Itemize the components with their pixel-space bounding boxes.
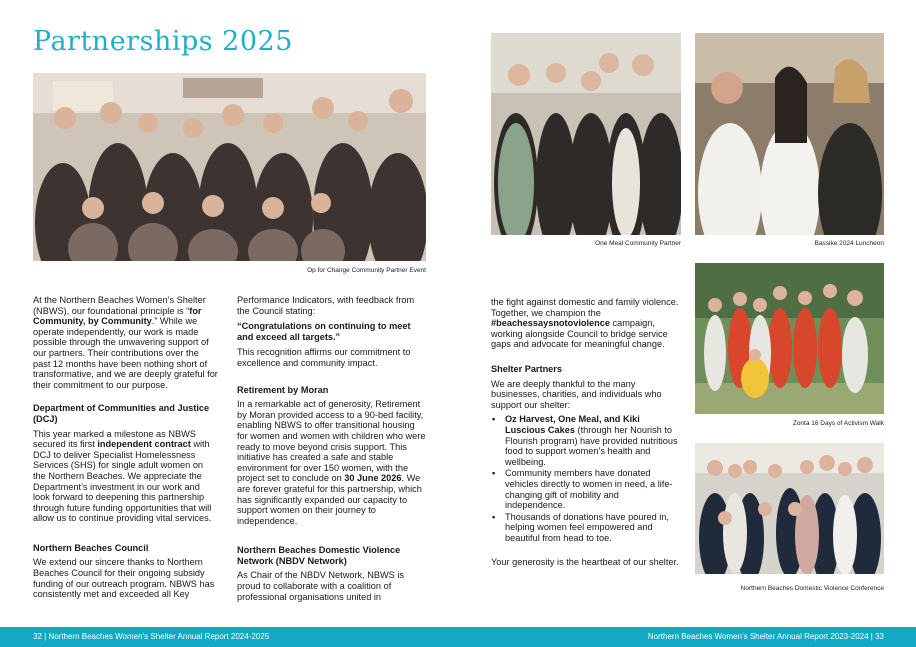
group-photo-op-for-change bbox=[33, 73, 426, 261]
shelter-partners-list bbox=[491, 414, 681, 543]
group-photo-nbdv-conference bbox=[695, 443, 884, 574]
recognition-paragraph: This recognition affirms our commitment to excellence and community impact. bbox=[237, 347, 411, 368]
text-column-1 bbox=[33, 295, 218, 610]
moran-heading: Retirement by Moran bbox=[237, 384, 329, 395]
kpi-paragraph: Performance Indicators, with feedback from the Council stating: bbox=[237, 295, 415, 316]
list-item: • Thousands of donations have poured in, helping women feel empowered and beautiful from head to toe. bbox=[491, 512, 681, 544]
shelter-intro-paragraph: We are deeply thankful to the many businesses, charities, and individuals who support our shelter: bbox=[491, 378, 662, 410]
intro-paragraph: At the Northern Beaches Women’s Shelter (NBWS), our foundational principle is “for Community, by Community.” While we operate independently, our work is made possible through the unwavering support of our partners. Their contributions over the past 12 months have been nothing short of transformative, and we are deeply grateful for their commitment to our purpose. bbox=[33, 295, 218, 390]
nbdv-paragraph: As Chair of the NBDV Network, NBWS is proud to collaborate with a coalition of professional organisations united in bbox=[237, 570, 404, 602]
photo-caption-nbdv: Northern Beaches Domestic Violence Conference bbox=[740, 585, 884, 592]
text-column-3 bbox=[491, 297, 681, 578]
dcj-paragraph: This year marked a milestone as NBWS secured its first independent contract with DCJ to deliver Specialist Homelessness Services (SHS) for single adult women on the Northern Beaches. We appreciate the Department’s investment in our work and look forward to deepening this partnership through future funding opportunities that will allow us to continue providing vital services. bbox=[33, 428, 212, 524]
group-photo-zonta bbox=[695, 263, 884, 414]
council-paragraph: We extend our sincere thanks to Northern Beaches Council for their ongoing subsidy funding of our outreach program. NBWS has consistently met and exceeded all Key bbox=[33, 557, 215, 600]
moran-paragraph: In a remarkable act of generosity, Retirement by Moran provided access to a 90-bed facility, enabling NBWS to offer transitional housing for women and women with children who were ready to move beyond crisis support. This initiative has created a safe and stable environment for over 150 women, with the project set to conclude on 30 June 2026. We are forever grateful for this partnership, which has significantly expanded our capacity to support women on their journey to independence. bbox=[237, 399, 426, 526]
nbdv-heading: Northern Beaches Domestic Violence Network (NBDV Network) bbox=[237, 545, 401, 566]
group-photo-bassike bbox=[695, 33, 884, 235]
text-column-2 bbox=[237, 295, 427, 612]
footer-right: Northern Beaches Women’s Shelter Annual Report 2023-2024 | 33 bbox=[647, 632, 884, 641]
photo-caption-bassike: Bassike 2024 Luncheon bbox=[814, 240, 884, 247]
dcj-heading: Department of Communities and Justice (DCJ) bbox=[33, 403, 210, 424]
group-photo-one-meal bbox=[491, 33, 681, 235]
shelter-partners-heading: Shelter Partners bbox=[491, 363, 562, 374]
list-item: • Community members have donated vehicles directly to women in need, a life-changing gift of mobility and independence. bbox=[491, 468, 681, 510]
footer-left: 32 | Northern Beaches Women’s Shelter Annual Report 2024-2025 bbox=[33, 632, 270, 641]
council-heading: Northern Beaches Council bbox=[33, 542, 149, 553]
footer-bar bbox=[0, 627, 916, 647]
page-title: Partnerships 2025 bbox=[33, 26, 293, 57]
council-quote: “Congratulations on continuing to meet and exceed all targets.” bbox=[237, 321, 411, 342]
photo-caption-main: Op for Change Community Partner Event bbox=[307, 267, 426, 274]
fight-paragraph: the fight against domestic and family violence. Together, we champion the #beachessaysnotoviolence campaign, working alongside Council to bridge service gaps and advocate for meaningful change. bbox=[491, 297, 679, 350]
list-item: • Oz Harvest, One Meal, and Kiki Luscious Cakes (through her Nourish to Flourish program) have provided nutritious food to support women’s health and wellbeing. bbox=[491, 414, 681, 467]
photo-caption-one-meal: One Meal Community Partner bbox=[595, 240, 681, 247]
photo-caption-zonta: Zonta 16 Days of Activism Walk bbox=[792, 420, 884, 427]
closing-paragraph: Your generosity is the heartbeat of our shelter. bbox=[491, 557, 679, 568]
